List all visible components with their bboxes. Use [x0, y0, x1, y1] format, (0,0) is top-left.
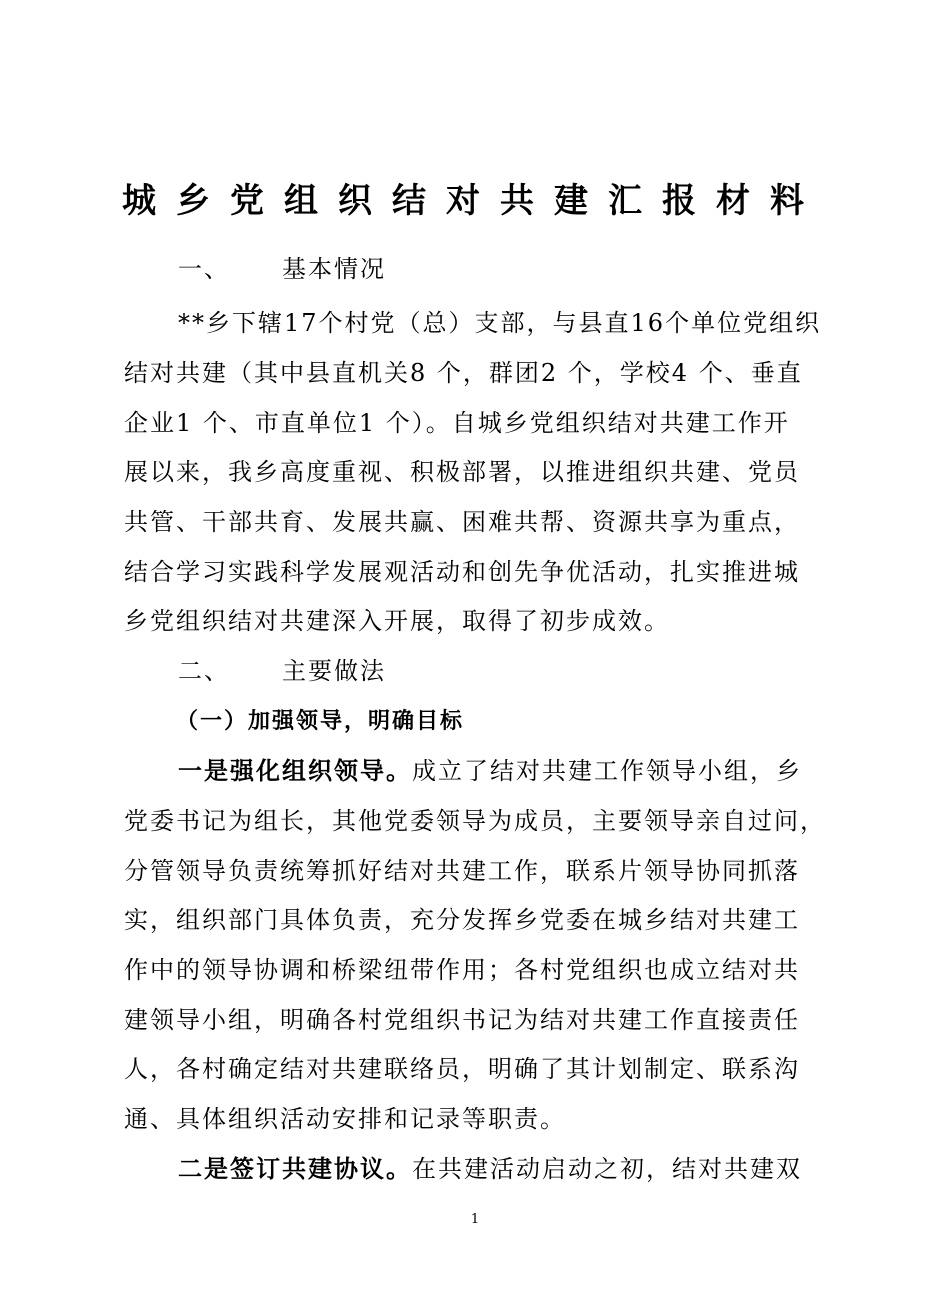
page-number: 1	[470, 1212, 480, 1227]
paragraph-line: 结对共建（其中县直机关8 个，群团2 个，学校4 个、垂直	[124, 359, 803, 387]
paragraph-line: **乡下辖17个村党（总）支部，与县直16个单位党组织	[178, 309, 822, 337]
paragraph-line	[124, 1152, 802, 1186]
subsection-heading: （一）加强领导，明确目标	[176, 708, 465, 734]
paragraph-line: 结合学习实践科学发展观活动和创先争优活动，扎实推进城	[124, 558, 800, 586]
paragraph-line: 分管领导负责统筹抓好结对共建工作，联系片领导协同抓落	[124, 857, 800, 885]
paragraph-line: 实，组织部门具体负责，充分发挥乡党委在城乡结对共建工	[124, 906, 800, 934]
paragraph-lead: 二是签订共建协议。	[178, 1154, 412, 1183]
paragraph-line: 党委书记为组长，其他党委领导为成员，主要领导亲自过问，	[124, 807, 826, 835]
paragraph-line: 乡党组织结对共建深入开展，取得了初步成效。	[124, 607, 670, 635]
paragraph-line: 人，各村确定结对共建联络员，明确了其计划制定、联系沟	[124, 1055, 800, 1083]
document-title: 城乡党组织结对共建汇报材料	[122, 181, 824, 221]
paragraph-line: 展以来，我乡高度重视、积极部署，以推进组织共建、党员	[124, 458, 800, 486]
paragraph-text: 成立了结对共建工作领导小组，乡	[412, 757, 802, 785]
section-heading-basic	[124, 252, 386, 286]
paragraph-line: 通、具体组织活动安排和记录等职责。	[124, 1105, 566, 1133]
section-number: 一、	[178, 255, 230, 283]
section-heading-methods	[124, 654, 386, 688]
paragraph-line: 作中的领导协调和桥梁纽带作用；各村党组织也成立结对共	[124, 956, 800, 984]
paragraph-text: 在共建活动启动之初，结对共建双	[412, 1155, 802, 1183]
paragraph-line: 建领导小组，明确各村党组织书记为结对共建工作直接责任	[124, 1006, 800, 1034]
paragraph-line	[124, 754, 802, 788]
paragraph-line: 企业1 个、市直单位1 个）。自城乡党组织结对共建工作开	[124, 409, 790, 437]
section-title: 基本情况	[282, 255, 386, 283]
paragraph-lead: 一是强化组织领导。	[178, 756, 412, 785]
section-title: 主要做法	[282, 657, 386, 685]
paragraph-line: 共管、干部共育、发展共赢、困难共帮、资源共享为重点，	[124, 508, 800, 536]
section-number: 二、	[178, 657, 230, 685]
